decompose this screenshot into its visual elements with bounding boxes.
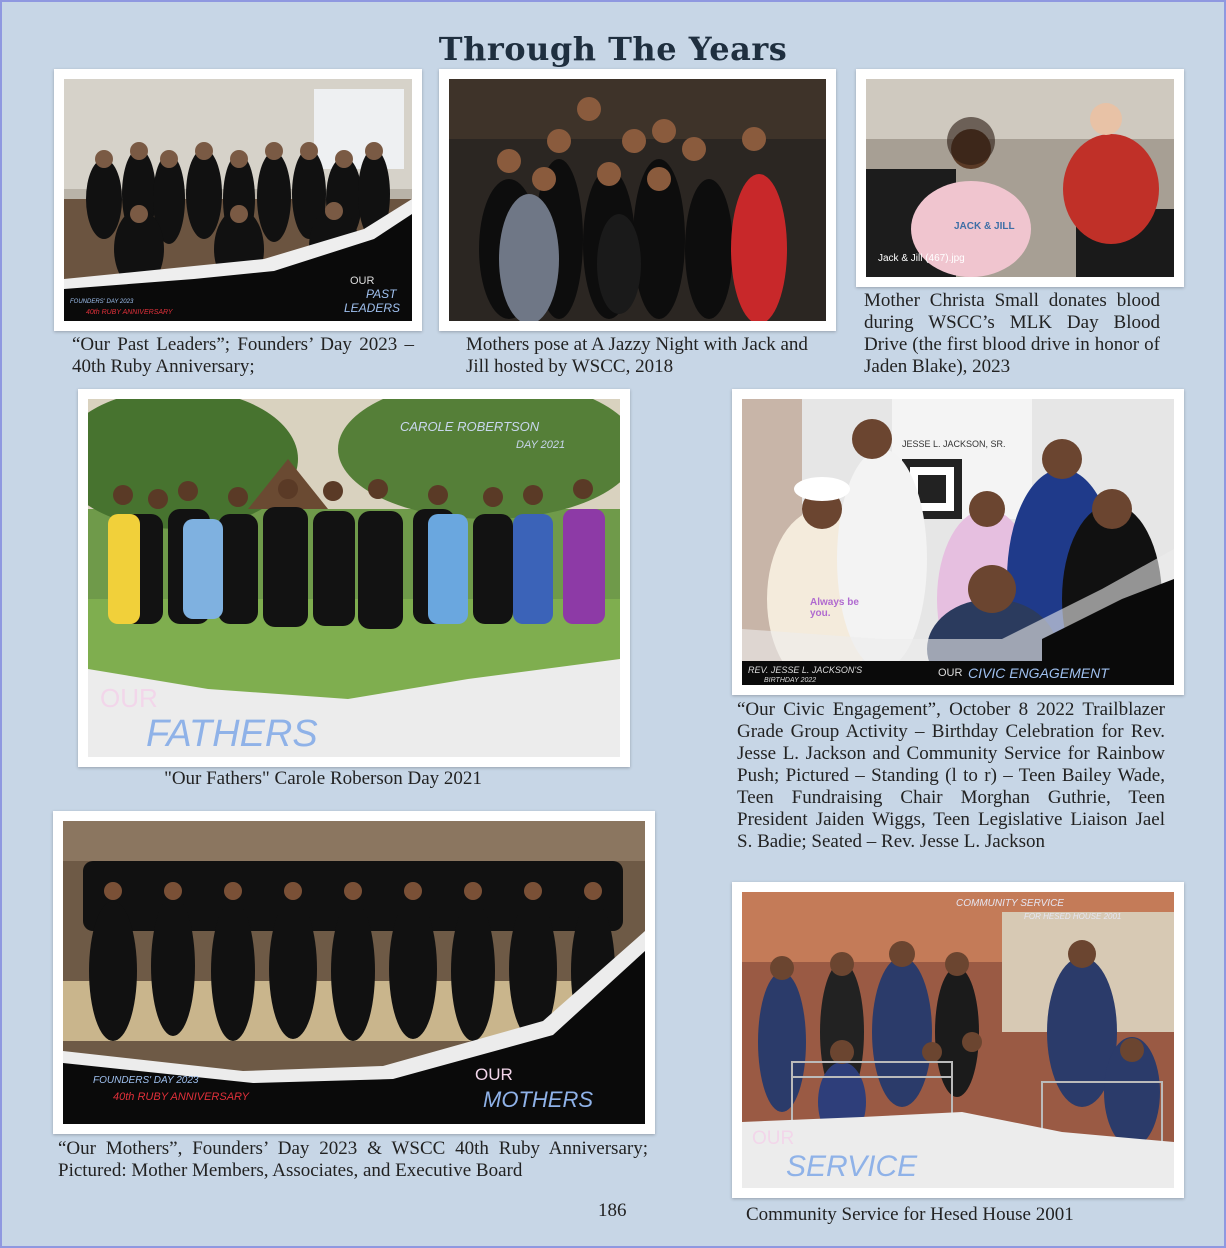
photo-frame-fathers xyxy=(78,389,630,767)
overlay-filename: Jack & Jill (467).jpg xyxy=(878,253,965,264)
overlay-event: CAROLE ROBERTSON xyxy=(400,419,540,434)
overlay-title: MOTHERS xyxy=(483,1087,593,1112)
photo-frame-past-leaders xyxy=(54,69,422,331)
overlay-shirt: Always be you. xyxy=(810,597,859,619)
overlay-title: CIVIC ENGAGEMENT xyxy=(968,665,1109,681)
photo-frame-jazzy-night xyxy=(439,69,836,331)
photo-frame-service xyxy=(732,882,1184,1198)
caption-past-leaders: “Our Past Leaders”; Founders’ Day 2023 – 40th Ruby Anniversary; xyxy=(72,334,414,377)
photo-past-leaders xyxy=(64,79,412,321)
overlay-title: FATHERS xyxy=(146,713,318,755)
caption-blood-drive: Mother Christa Small donates blood during WSCC’s MLK Day Blood Drive (the first blood drive in honor of Jaden Blake), 2023 xyxy=(864,290,1160,377)
overlay-title: SERVICE xyxy=(786,1150,918,1183)
caption-service: Community Service for Hesed House 2001 xyxy=(746,1204,1074,1225)
caption-fathers: "Our Fathers" Carole Roberson Day 2021 xyxy=(164,768,482,789)
overlay-shirt: JACK & JILL xyxy=(954,221,1015,232)
photo-mothers xyxy=(63,821,645,1124)
overlay-anniversary: 40th RUBY ANNIVERSARY xyxy=(113,1091,249,1103)
overlay-our: OUR xyxy=(350,275,375,287)
page-number: 186 xyxy=(598,1200,627,1221)
photo-jazzy-night xyxy=(449,79,826,321)
overlay-event: COMMUNITY SERVICE xyxy=(956,898,1064,909)
overlay-our: OUR xyxy=(475,1065,513,1084)
caption-mothers: “Our Mothers”, Founders’ Day 2023 & WSCC 40th Ruby Anniversary; Pictured: Mother Members, Associates, and Executive Board xyxy=(58,1138,648,1181)
photo-frame-blood-drive xyxy=(856,69,1184,287)
photo-frame-mothers xyxy=(53,811,655,1134)
overlay-event: REV. JESSE L. JACKSON'S xyxy=(748,665,863,675)
overlay-birthday: BIRTHDAY 2022 xyxy=(764,677,817,684)
overlay-event: FOUNDERS' DAY 2023 xyxy=(70,299,134,305)
overlay-day: DAY 2021 xyxy=(516,439,566,451)
overlay-event: FOUNDERS' DAY 2023 xyxy=(93,1075,199,1086)
overlay-for: FOR HESED HOUSE 2001 xyxy=(1024,912,1122,921)
photo-civic xyxy=(742,399,1174,685)
caption-jazzy-night: Mothers pose at A Jazzy Night with Jack and Jill hosted by WSCC, 2018 xyxy=(466,334,808,377)
overlay-anniversary: 40th RUBY ANNIVERSARY xyxy=(86,309,173,316)
overlay-our: OUR xyxy=(938,667,963,679)
photo-frame-civic xyxy=(732,389,1184,695)
overlay-past: PAST xyxy=(366,287,397,301)
caption-civic: “Our Civic Engagement”, October 8 2022 Trailblazer Grade Group Activity – Birthday Celebration for Rev. Jesse L. Jackson and Community Service for Rainbow Push; Pictured – Standing (l to r) – Teen Bailey Wade, Teen Fundraising Chair Morghan Guthrie, Teen President Jaiden Wiggs, Teen Legislative Liaison Jael S. Badie; Seated – Rev. Jesse L. Jackson xyxy=(737,699,1165,852)
overlay-leaders: LEADERS xyxy=(344,301,401,315)
photo-service xyxy=(742,892,1174,1188)
overlay-our: OUR xyxy=(752,1128,795,1149)
page-title: Through The Years xyxy=(438,30,788,68)
overlay-our: OUR xyxy=(100,683,158,713)
overlay-sign: JESSE L. JACKSON, SR. xyxy=(902,439,1006,449)
photo-blood-drive xyxy=(866,79,1174,277)
photo-fathers xyxy=(88,399,620,757)
